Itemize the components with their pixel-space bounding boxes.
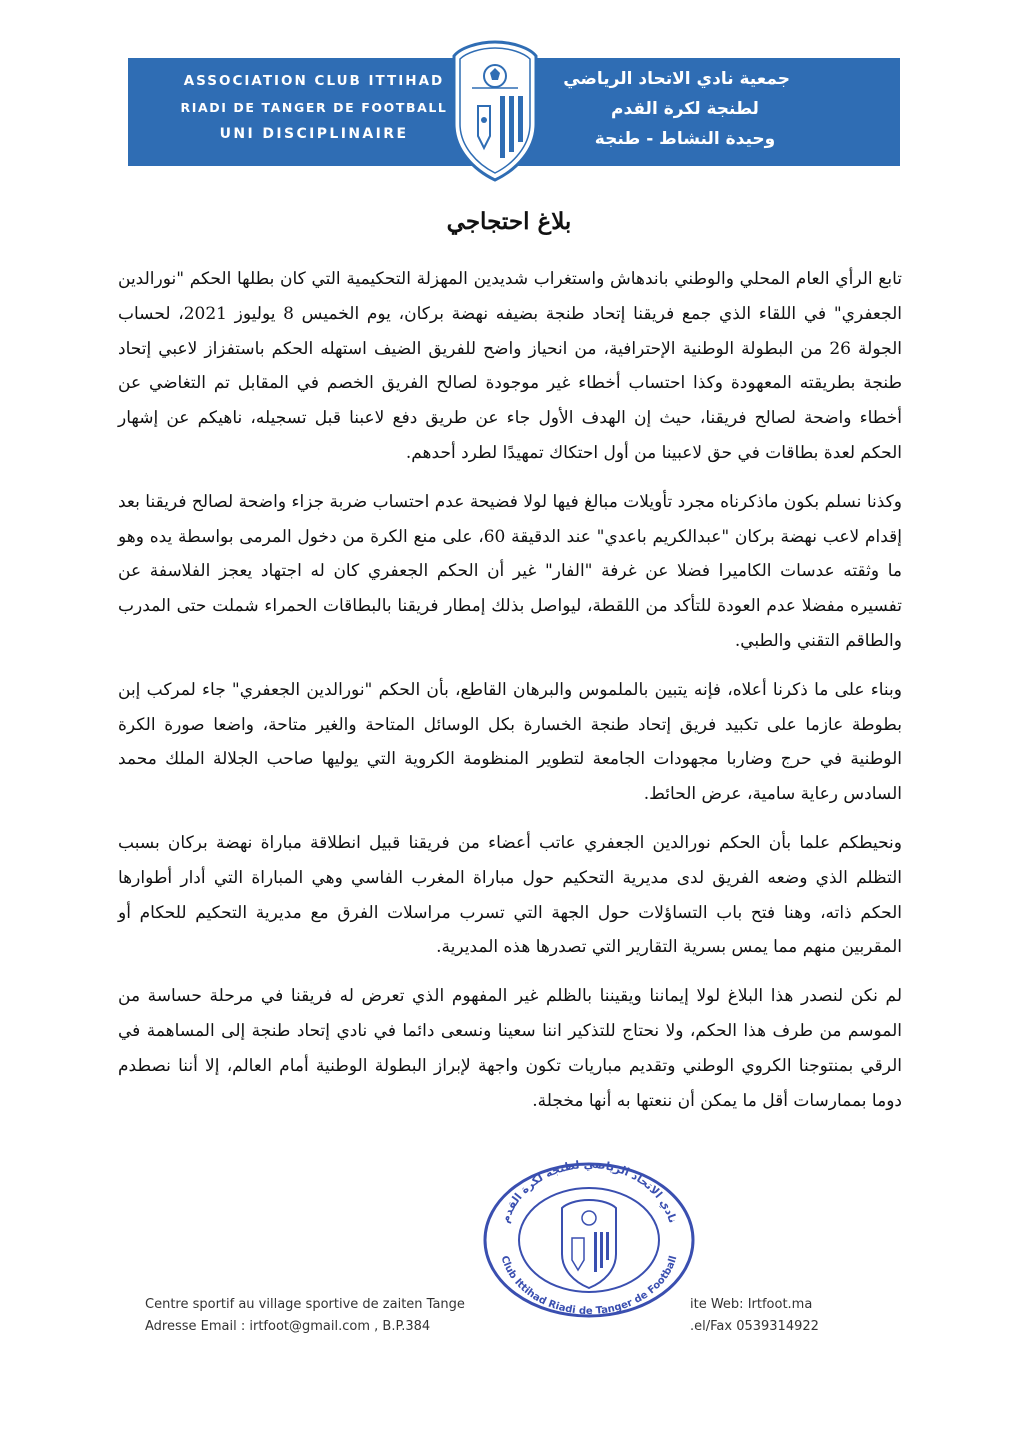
footer-address-line1: Centre sportif au village sportive de zaiten Tange: [145, 1297, 465, 1312]
club-name-arabic: [563, 64, 790, 154]
club-name-french: [164, 68, 464, 147]
club-name-fr-line1: ASSOCIATION CLUB ITTIHAD: [183, 73, 445, 89]
club-stamp-icon: [478, 1148, 700, 1318]
document-body: [118, 262, 902, 1132]
club-name-fr-line2: RIADI DE TANGER DE FOOTBALL: [180, 100, 448, 115]
body-paragraph-1: تابع الرأي العام المحلي والوطني باندهاش واستغراب شديدين المهزلة التحكيمية التي كان بطلها الحكم "نورالدين الجعفري" في اللقاء الذي جمع فريقنا إتحاد طنجة بضيفه نهضة بركان، يوم الخميس 8 يوليوز 2021، لحساب الجولة 26 من البطولة الوطنية الإحترافية، من انحياز واضح للفريق الضيف استهله الحكم باستفزاز لاعبي إتحاد طنجة بطريقته المعهودة وكذا احتساب أخطاء غير موجودة لصالح الفريق الخصم في المقابل تم التغاضي عن أخطاء واضحة لصالح فريقنا، حيث إن الهدف الأول جاء عن طريق دفع لاعبنا قبل تسجيله، ناهيكم عن إشهار الحكم لعدة بطاقات في حق لاعبينا من أول احتكاك تمهيدًا لطرد أحدهم.: [118, 269, 902, 463]
body-paragraph-4: ونحيطكم علما بأن الحكم نورالدين الجعفري عاتب أعضاء من فريقنا قبيل انطلاقة مباراة نهضة بركان بسبب التظلم الذي وضعه الفريق لدى مديرية التحكيم حول مباراة المغرب الفاسي وهي المباراة التي أدار أطوارها الحكم ذاته، وهنا فتح باب التساؤلات حول الجهة التي تسرب مراسلات الفرق مع مديرية التحكيم للحكام أو المقربين منهم مما يمس بسرية التقارير التي تصدرها هذه المديرية.: [118, 832, 902, 958]
club-name-ar-line1: جمعية نادي الاتحاد الرياضي: [563, 69, 790, 89]
club-name-ar-line2: لطنجة لكرة القدم: [611, 99, 759, 119]
svg-text:Club Ittihad Riadi de Tanger d: Club Ittihad Riadi de Tanger de Football: [498, 1254, 680, 1318]
svg-text:نادي الاتحاد الرياضي لطنجة لكر: نادي الاتحاد الرياضي لطنجة لكرة القدم: [498, 1157, 680, 1225]
footer-website: ite Web: Irtfoot.ma: [690, 1297, 813, 1312]
club-name-fr-line3: UNI DISCIPLINAIRE: [219, 126, 409, 142]
footer-contact: [690, 1294, 890, 1338]
club-name-ar-line3: وحيدة النشاط - طنجة: [594, 129, 776, 149]
footer-phone-fax: .el/Fax 0539314922: [690, 1319, 819, 1334]
body-paragraph-5: لم نكن لنصدر هذا البلاغ لولا إيماننا ويقيننا بالظلم غير المفهوم الذي تعرض له فريقنا في مرحلة حساسة من الموسم من طرف هذا الحكم، ولا نحتاج للتذكير اننا سعينا ونسعى دائما في نادي إتحاد طنجة إلى المساهمة في الرقي بمنتوجنا الكروي الوطني وتقديم مباريات تكون واجهة لإبراز البطولة الوطنية أمام العالم، إلا أننا نصطدم دوما بممارسات أقل ما يمكن أن ننعتها به أنها مخجلة.: [118, 986, 902, 1111]
document-title: بلاغ احتجاجي: [446, 208, 572, 235]
body-paragraph-3: وبناء على ما ذكرنا أعلاه، فإنه يتبين بالملموس والبرهان القاطع، بأن الحكم "نورالدين الجعفري" جاء لمركب إبن بطوطة عازما على تكبيد فريق إتحاد طنجة الخسارة بكل الوسائل المتاحة والغير متاحة، واضعا صورة الكرة الوطنية في حرج وضاربا مجهودات الجامعة لتطوير المنظومة الكروية التي يوليها صاحب الجلالة الملك محمد السادس رعاية سامية، عرض الحائط.: [118, 679, 902, 805]
footer-address-line2: Adresse Email : irtfoot@gmail.com , B.P.384: [145, 1319, 431, 1334]
footer-address: [145, 1294, 505, 1338]
club-crest-icon: [450, 38, 540, 184]
body-paragraph-2: وكذنا نسلم بكون ماذكرناه مجرد تأويلات مبالغ فيها لولا فضيحة عدم احتساب ضربة جزاء واضحة لصالح فريقنا بعد إقدام لاعب نهضة بركان "عبدالكريم باعدي" عند الدقيقة 60، على منع الكرة من دخول المرمى بواسطة يده وهو ما وثقته عدسات الكاميرا فضلا عن غرفة "الفار" غير أن الحكم الجعفري كان له اجتهاد يعجز الفلاسفة عن تفسيره مفضلا عدم العودة للتأكد من اللقطة، ليواصل بذلك إمطار فريقنا بالبطاقات الحمراء شملت حتى المدرب والطاقم التقني والطبي.: [118, 491, 902, 651]
